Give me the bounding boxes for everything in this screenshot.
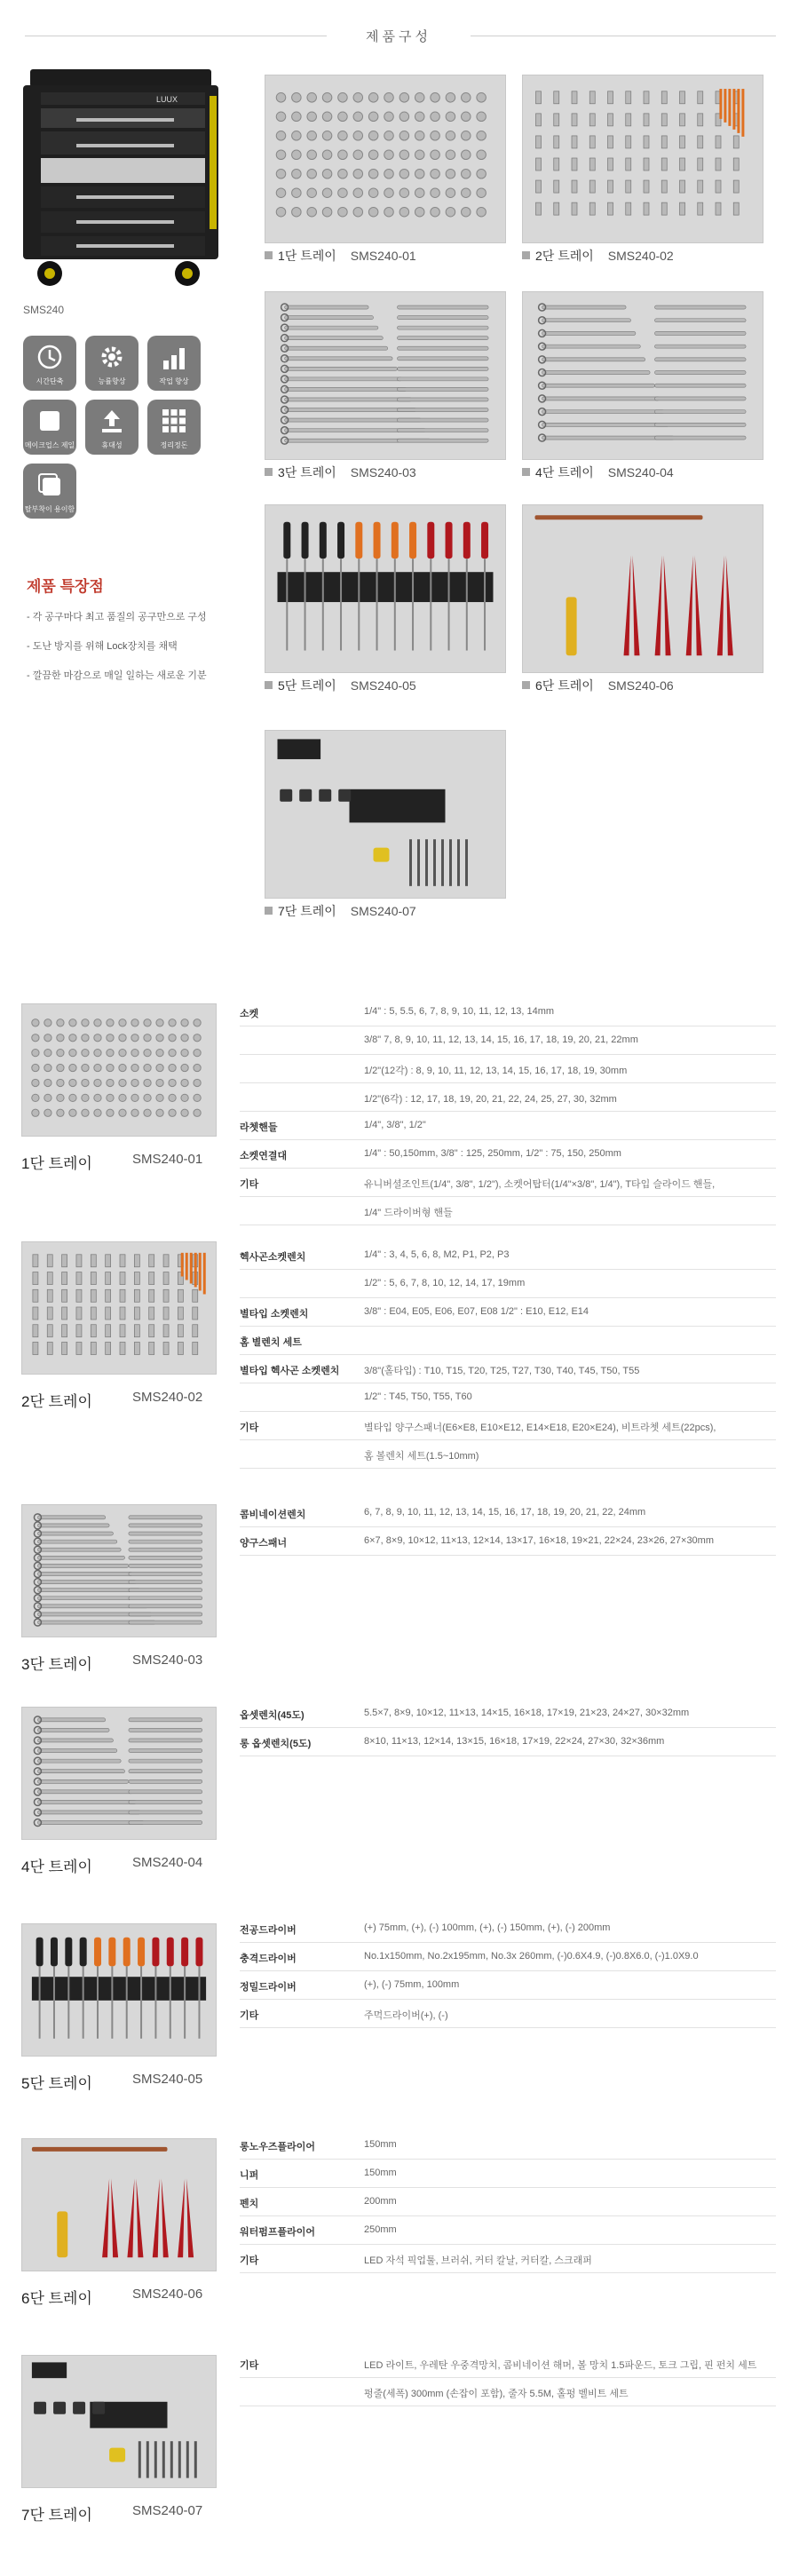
model-label: SMS240: [23, 304, 65, 316]
tray-code: SMS240-06: [132, 2287, 203, 2302]
spec-value: 펑줄(세폭) 300mm (손잡이 포함), 줄자 5.5M, 홀펑 벨비트 세트: [364, 2389, 629, 2399]
spec-row: [240, 2188, 776, 2216]
tray-image: [21, 1504, 217, 1637]
tray-detail-caption: [21, 2071, 203, 2093]
tray-image: [21, 1241, 217, 1375]
tray-detail-caption: [21, 1151, 203, 1173]
spec-value: 1/2"(12각) : 8, 9, 10, 11, 12, 13, 14, 15, 16, 17, 18, 19, 30mm: [364, 1066, 628, 1076]
tool-cabinet-image: [23, 69, 218, 291]
spec-row: [240, 1440, 776, 1469]
spec-value: 5.5×7, 8×9, 10×12, 11×13, 14×15, 16×18, 17×19, 21×23, 24×27, 30×32mm: [364, 1708, 690, 1718]
tray-label: 1단 트레이: [278, 249, 336, 263]
spec-table: [240, 1241, 776, 1469]
spec-value: 1/2" : 5, 6, 7, 8, 10, 12, 14, 17, 19mm: [364, 1278, 526, 1288]
spec-row: [240, 1700, 776, 1728]
tray-code: SMS240-02: [607, 249, 674, 263]
spec-key: 별타입 헥사곤 소켓렌치: [240, 1366, 340, 1376]
feature-tile: [147, 400, 201, 455]
spec-row: [240, 1327, 776, 1355]
tray-code: SMS240-04: [132, 1855, 203, 1870]
spec-row: [240, 2245, 776, 2273]
tray-code: SMS240-04: [607, 465, 674, 480]
tray-detail-caption: [21, 1652, 203, 1674]
spec-row: [240, 1355, 776, 1383]
section-title: 제품구성: [366, 29, 431, 44]
spec-table: [240, 1914, 776, 2028]
bullet-square-icon: [265, 468, 273, 476]
tool-tray-illustration: [265, 505, 505, 672]
tray-caption: [522, 677, 674, 694]
feature-item: - 각 공구마다 최고 품질의 공구만으로 구성: [27, 612, 207, 622]
tray-caption: [522, 464, 674, 481]
spec-value: 6, 7, 8, 9, 10, 11, 12, 13, 14, 15, 16, 17, 18, 19, 20, 21, 22, 24mm: [364, 1507, 646, 1518]
tray-label: 7단 트레이: [21, 2507, 92, 2524]
tray-image: [522, 75, 763, 243]
spec-value: 1/4", 3/8", 1/2": [364, 1120, 426, 1130]
tray-label: 2단 트레이: [21, 1393, 92, 1410]
feature-icon-label: 탈부착이 용이함: [24, 505, 75, 513]
spec-value: 3/8" 7, 8, 9, 10, 11, 12, 13, 14, 15, 16, 17, 18, 19, 20, 21, 22mm: [364, 1034, 638, 1045]
tool-tray-illustration: [523, 292, 763, 459]
spec-key: 롱 옵셋렌치(5도): [240, 1739, 312, 1749]
spec-row: [240, 2350, 776, 2378]
spec-row: [240, 1083, 776, 1112]
features-title: 제품 특장점: [27, 578, 104, 595]
spec-value: LED 자석 픽업툴, 브러쉬, 커터 칼날, 커터칼, 스크래퍼: [364, 2255, 592, 2266]
tray-label: 6단 트레이: [535, 678, 594, 693]
tray-image: [21, 1003, 217, 1137]
bullet-square-icon: [522, 681, 530, 689]
feature-item: - 도난 방지를 위해 Lock장치를 채택: [27, 641, 178, 652]
bullet-square-icon: [265, 251, 273, 259]
spec-key: 헥사곤소켓렌치: [240, 1252, 306, 1263]
section-header: [0, 16, 799, 43]
spec-row: [240, 1197, 776, 1225]
feature-icon-label: 메이크업스 제일: [24, 441, 75, 449]
spec-row: [240, 1971, 776, 2000]
feature-icon-label: 시간단축: [36, 377, 64, 385]
spec-key: 기타: [240, 2010, 259, 2021]
spec-table: [240, 998, 776, 1225]
spec-row: [240, 1943, 776, 1971]
spec-value: (+) 75mm, (+), (-) 100mm, (+), (-) 150mm, (+), (-) 200mm: [364, 1922, 611, 1933]
spec-row: [240, 1026, 776, 1055]
feature-item: - 깔끔한 마감으로 매일 일하는 새로운 기분: [27, 670, 207, 681]
feature-tile: [85, 336, 138, 391]
tray-label: 3단 트레이: [21, 1656, 92, 1673]
tray-label: 4단 트레이: [535, 465, 594, 480]
spec-value: (+), (-) 75mm, 100mm: [364, 1979, 460, 1990]
spec-key: 충격드라이버: [240, 1954, 297, 1964]
spec-key: 정밀드라이버: [240, 1982, 297, 1993]
spec-row: [240, 2000, 776, 2028]
spec-table: [240, 1700, 776, 1756]
spec-value: 1/4" 드라이버형 핸들: [364, 1208, 453, 1218]
spec-value: 별타입 양구스패너(E6×E8, E10×E12, E14×E18, E20×E24), 비트라쳇 세트(22pcs),: [364, 1423, 716, 1433]
spec-value: 3/8"(홀타입) : T10, T15, T20, T25, T27, T30, T40, T45, T50, T55: [364, 1366, 640, 1376]
tray-code: SMS240-06: [607, 678, 674, 693]
spec-value: 250mm: [364, 2224, 397, 2235]
spec-row: [240, 1383, 776, 1412]
upload-icon: [98, 407, 126, 435]
spec-value: 200mm: [364, 2196, 397, 2207]
gear-icon: [98, 343, 126, 371]
tray-code: SMS240-01: [350, 249, 416, 263]
spec-row: [240, 2378, 776, 2406]
spec-key: 소켓: [240, 1009, 259, 1019]
spec-row: [240, 2160, 776, 2188]
tray-code: SMS240-05: [132, 2072, 203, 2087]
tray-image: [522, 291, 763, 460]
spec-key: 소켓연결대: [240, 1151, 288, 1161]
tray-image: [21, 1707, 217, 1840]
spec-row: [240, 1241, 776, 1270]
feature-tile: [23, 400, 76, 455]
tray-image: [21, 2355, 217, 2488]
spec-key: 워터펌프플라이어: [240, 2227, 316, 2238]
tray-image: [265, 291, 506, 460]
grid-icon: [160, 407, 188, 435]
tray-code: SMS240-07: [350, 904, 416, 918]
tray-label: 3단 트레이: [278, 465, 336, 480]
tray-detail-caption: [21, 1854, 203, 1876]
spec-key: 롱노우즈플라이어: [240, 2142, 316, 2152]
spec-table: [240, 1499, 776, 1556]
spec-key: 라쳇핸들: [240, 1122, 278, 1133]
tray-label: 5단 트레이: [21, 2075, 92, 2092]
spec-row: [240, 2131, 776, 2160]
spec-value: 6×7, 8×9, 10×12, 11×13, 12×14, 13×17, 16×18, 19×21, 22×24, 23×26, 27×30mm: [364, 1535, 715, 1546]
tool-tray-illustration: [523, 75, 763, 242]
bullet-square-icon: [522, 468, 530, 476]
spec-table: [240, 2350, 776, 2406]
feature-icon-label: 정리정돈: [160, 441, 188, 449]
spec-key: 기타: [240, 2255, 259, 2266]
tool-tray-illustration: [22, 2356, 216, 2487]
feature-icon-label: 휴대성: [101, 441, 123, 449]
cabinet-brand: LUUX: [156, 95, 178, 104]
layers-icon: [36, 471, 64, 499]
spec-row: [240, 1728, 776, 1756]
tray-detail-caption: [21, 1389, 203, 1411]
tool-tray-illustration: [22, 1242, 216, 1374]
spec-value: 8×10, 11×13, 12×14, 13×15, 16×18, 17×19, 22×24, 27×30, 32×36mm: [364, 1736, 665, 1747]
spec-key: 콤비네이션렌치: [240, 1510, 306, 1520]
clock-icon: [36, 343, 64, 371]
tray-label: 2단 트레이: [535, 249, 594, 263]
feature-tile: [147, 336, 201, 391]
spec-key: 별타입 소켓렌치: [240, 1309, 309, 1320]
tray-label: 5단 트레이: [278, 678, 336, 693]
spec-row: [240, 1140, 776, 1169]
tray-label: 4단 트레이: [21, 1859, 92, 1875]
feature-tile: [23, 336, 76, 391]
tool-tray-illustration: [22, 1924, 216, 2056]
tool-tray-illustration: [265, 75, 505, 242]
spec-value: 150mm: [364, 2139, 397, 2150]
tool-tray-illustration: [265, 731, 505, 898]
spec-row: [240, 1412, 776, 1440]
bullet-square-icon: [265, 907, 273, 915]
spec-value: 1/4" : 50,150mm, 3/8" : 125, 250mm, 1/2" : 75, 150, 250mm: [364, 1148, 621, 1159]
tray-image: [21, 2138, 217, 2271]
feature-tile: [23, 464, 76, 519]
tool-tray-illustration: [265, 292, 505, 459]
tray-image: [265, 504, 506, 673]
spec-key: 기타: [240, 1423, 259, 1433]
tray-image: [21, 1923, 217, 2057]
spec-value: 1/4" : 3, 4, 5, 6, 8, M2, P1, P2, P3: [364, 1249, 510, 1260]
spec-value: 1/2"(6각) : 12, 17, 18, 19, 20, 21, 22, 24, 25, 27, 30, 32mm: [364, 1094, 617, 1105]
tray-label: 1단 트레이: [21, 1155, 92, 1172]
tray-code: SMS240-05: [350, 678, 416, 693]
tray-label: 7단 트레이: [278, 904, 336, 918]
spec-table: [240, 2131, 776, 2273]
features-list: [27, 609, 240, 697]
spec-row: [240, 1270, 776, 1298]
tool-tray-illustration: [22, 1505, 216, 1637]
spec-row: [240, 1055, 776, 1083]
spec-key: 옵셋렌치(45도): [240, 1710, 305, 1721]
spec-value: 3/8" : E04, E05, E06, E07, E08 1/2" : E10, E12, E14: [364, 1306, 589, 1317]
bullet-square-icon: [522, 251, 530, 259]
spec-row: [240, 1499, 776, 1527]
tray-code: SMS240-01: [132, 1152, 203, 1167]
spec-key: 전공드라이버: [240, 1925, 297, 1936]
tray-caption: [265, 902, 416, 920]
spec-value: 주먹드라이버(+), (-): [364, 2010, 448, 2021]
tray-image: [522, 504, 763, 673]
feature-icon-label: 작업 향상: [159, 377, 189, 385]
spec-row: [240, 2216, 776, 2245]
chart-up-icon: [160, 343, 188, 371]
spec-key: 니퍼: [240, 2170, 259, 2181]
feature-icon-label: 능률향상: [98, 377, 126, 385]
bullet-square-icon: [265, 681, 273, 689]
spec-row: [240, 1298, 776, 1327]
tool-tray-illustration: [523, 505, 763, 672]
spec-value: 150mm: [364, 2168, 397, 2178]
tray-label: 6단 트레이: [21, 2290, 92, 2307]
spec-value: 1/4" : 5, 5.5, 6, 7, 8, 9, 10, 11, 12, 13, 14mm: [364, 1006, 555, 1017]
tray-image: [265, 730, 506, 899]
tool-tray-illustration: [22, 2139, 216, 2271]
spec-value: No.1x150mm, No.2x195mm, No.3x 260mm, (-)0.6X4.9, (-)0.8X6.0, (-)1.0X9.0: [364, 1951, 699, 1962]
spec-row: [240, 1527, 776, 1556]
tool-tray-illustration: [22, 1004, 216, 1136]
tray-detail-caption: [21, 2502, 203, 2524]
finish-icon: [36, 407, 64, 435]
tray-code: SMS240-03: [132, 1653, 203, 1668]
feature-tile: [85, 400, 138, 455]
tray-caption: [265, 677, 416, 694]
spec-value: 1/2" : T45, T50, T55, T60: [364, 1391, 472, 1402]
spec-key: 양구스패너: [240, 1538, 288, 1549]
spec-key: 홈 별렌치 세트: [240, 1337, 302, 1348]
tool-tray-illustration: [22, 1708, 216, 1839]
spec-value: LED 라이트, 우레탄 우중격망치, 콤비네이션 해머, 볼 망치 1.5파운드, 토크 그립, 핀 펀치 세트: [364, 2360, 757, 2371]
spec-key: 기타: [240, 2360, 259, 2371]
tray-caption: [265, 464, 416, 481]
spec-key: 기타: [240, 1179, 259, 1190]
spec-row: [240, 1112, 776, 1140]
spec-row: [240, 998, 776, 1026]
tray-code: SMS240-07: [132, 2503, 203, 2518]
tray-caption: [265, 247, 416, 265]
tray-code: SMS240-02: [132, 1390, 203, 1405]
tray-code: SMS240-03: [350, 465, 416, 480]
spec-value: 유니버셜조인트(1/4", 3/8", 1/2"), 소켓어탑터(1/4"×3/8", 1/4"), T타입 슬라이드 핸들,: [364, 1179, 716, 1190]
spec-row: [240, 1914, 776, 1943]
tray-image: [265, 75, 506, 243]
spec-value: 홈 볼렌치 세트(1.5~10mm): [364, 1451, 479, 1462]
spec-key: 펜치: [240, 2199, 259, 2209]
tray-detail-caption: [21, 2286, 203, 2308]
spec-row: [240, 1169, 776, 1197]
tray-caption: [522, 247, 674, 265]
